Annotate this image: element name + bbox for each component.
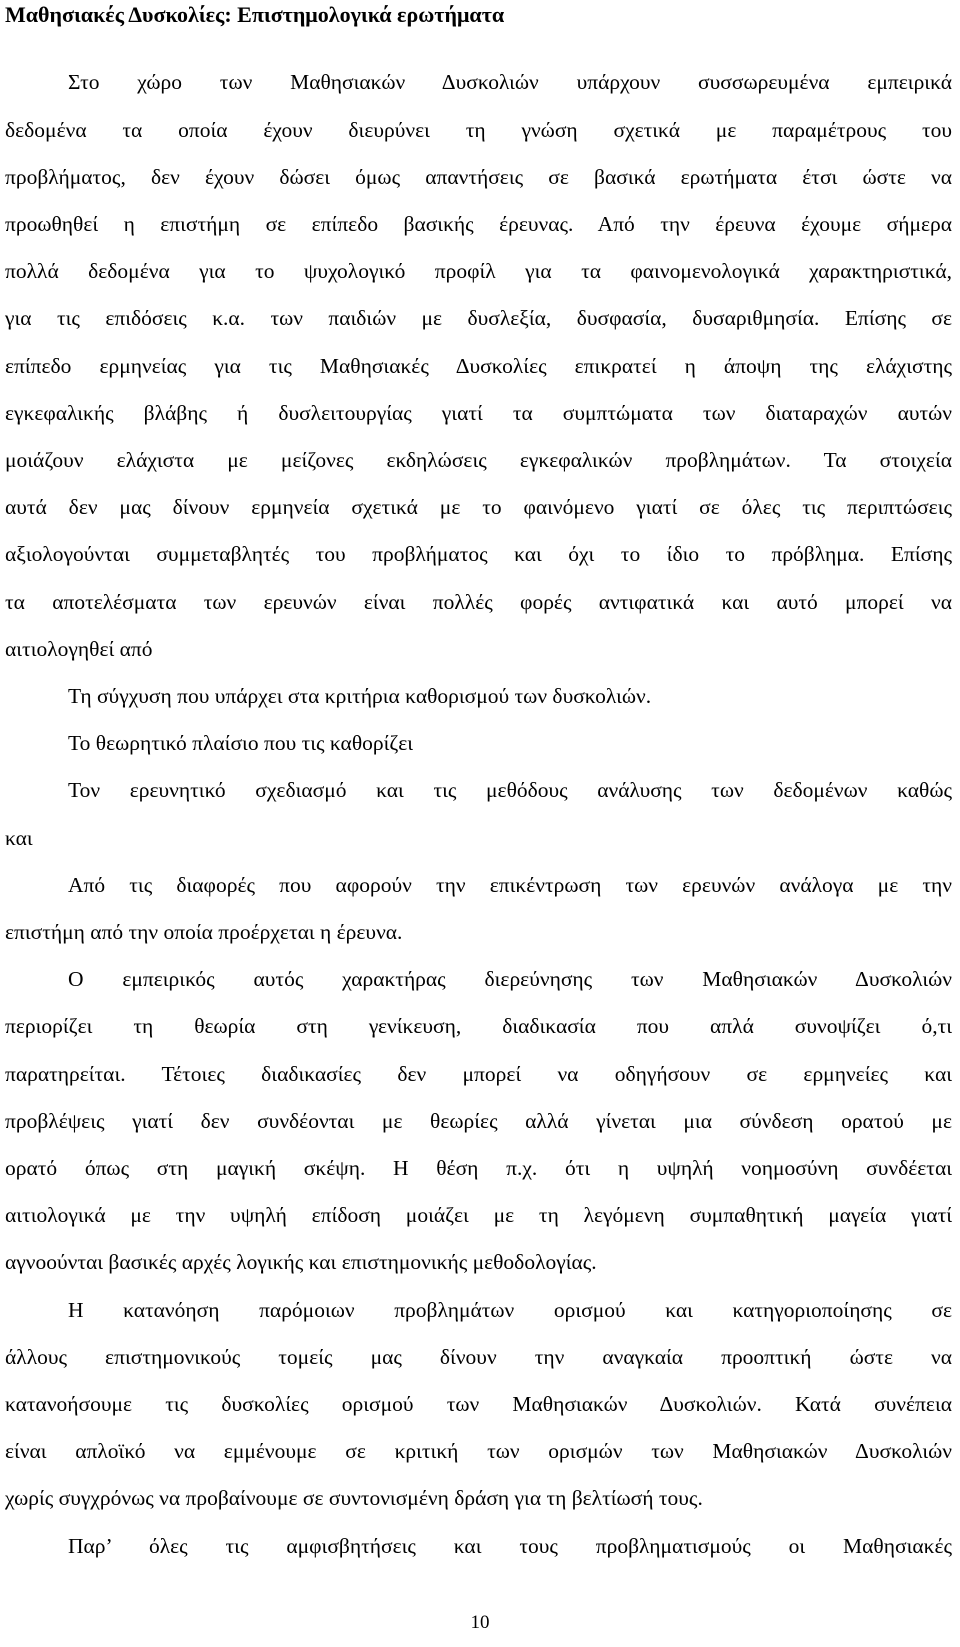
text-line: για τις επιδόσεις κ.α. των παιδιών με δυσλεξία, δυσφασία, δυσαριθμησία. Επίσης σε xyxy=(5,306,952,330)
text-line: προβλήματος, δεν έχουν δώσει όμως απαντήσεις σε βασικά ερωτήματα έτσι ώστε να xyxy=(5,165,952,189)
page-number: 10 xyxy=(470,1612,490,1633)
text-line: δεδομένα τα οποία έχουν διευρύνει τη γνώση σχετικά με παραμέτρους του xyxy=(5,118,952,142)
text-line: επίπεδο ερμηνείας για τις Μαθησιακές Δυσκολίες επικρατεί η άποψη της ελάχιστης xyxy=(5,354,952,378)
list-item: Από τις διαφορές που αφορούν την επικέντρωση των ερευνών ανάλογα με την xyxy=(68,873,952,897)
text-line: αγνοούνται βασικές αρχές λογικής και επιστημονικής μεθοδολογίας. xyxy=(5,1250,597,1274)
text-line: ορατό όπως στη μαγική σκέψη. Η θέση π.χ. ότι η υψηλή νοημοσύνη συνδέεται xyxy=(5,1156,952,1180)
text-line: αιτιολογικά με την υψηλή επίδοση μοιάζει με τη λεγόμενη συμπαθητική μαγεία γιατί xyxy=(5,1203,952,1227)
text-line: προωθηθεί η επιστήμη σε επίπεδο βασικής έρευνας. Από την έρευνα έχουμε σήμερα xyxy=(5,212,952,236)
text-line: χωρίς συγχρόνως να προβαίνουμε σε συντονισμένη δράση για τη βελτίωσή τους. xyxy=(5,1486,703,1510)
text-line: αυτά δεν μας δίνουν ερμηνεία σχετικά με το φαινόμενο γιατί σε όλες τις περιπτώσεις xyxy=(5,495,952,519)
list-item: Τον ερευνητικό σχεδιασμό και τις μεθόδους ανάλυσης των δεδομένων καθώς xyxy=(68,778,952,802)
text-line: μοιάζουν ελάχιστα με μείζονες εκδηλώσεις εγκεφαλικών προβλημάτων. Τα στοιχεία xyxy=(5,448,952,472)
text-line: Στο χώρο των Μαθησιακών Δυσκολιών υπάρχουν συσσωρευμένα εμπειρικά xyxy=(68,70,952,94)
text-line: επιστήμη από την οποία προέρχεται η έρευνα. xyxy=(5,920,403,944)
text-line: τα αποτελέσματα των ερευνών είναι πολλές φορές αντιφατικά και αυτό μπορεί να xyxy=(5,590,952,614)
text-line: προβλέψεις γιατί δεν συνδέονται με θεωρίες αλλά γίνεται μια σύνδεση ορατού με xyxy=(5,1109,952,1133)
text-line: άλλους επιστημονικούς τομείς μας δίνουν την αναγκαία προοπτική ώστε να xyxy=(5,1345,952,1369)
list-item: Τη σύγχυση που υπάρχει στα κριτήρια καθορισμού των δυσκολιών. xyxy=(68,684,652,708)
text-line: Ο εμπειρικός αυτός χαρακτήρας διερεύνησης των Μαθησιακών Δυσκολιών xyxy=(68,967,952,991)
text-line: πολλά δεδομένα για το ψυχολογικό προφίλ για τα φαινομενολογικά χαρακτηριστικά, xyxy=(5,259,952,283)
text-line: παρατηρείται. Τέτοιες διαδικασίες δεν μπορεί να οδηγήσουν σε ερμηνείες και xyxy=(5,1062,952,1086)
text-line: εγκεφαλικής βλάβης ή δυσλειτουργίας γιατί τα συμπτώματα των διαταραχών αυτών xyxy=(5,401,952,425)
text-line: κατανοήσουμε τις δυσκολίες ορισμού των Μαθησιακών Δυσκολιών. Κατά συνέπεια xyxy=(5,1392,952,1416)
list-item: Το θεωρητικό πλαίσιο που τις καθορίζει xyxy=(68,731,414,755)
section-title: Μαθησιακές Δυσκολίες: Επιστημολογικά ερωτήματα xyxy=(5,2,505,27)
text-line: είναι απλοϊκό να εμμένουμε σε κριτική των ορισμών των Μαθησιακών Δυσκολιών xyxy=(5,1439,952,1463)
text-line: Η κατανόηση παρόμοιων προβλημάτων ορισμού και κατηγοριοποίησης σε xyxy=(68,1298,952,1322)
text-line: Παρ’ όλες τις αμφισβητήσεις και τους προβληματισμούς οι Μαθησιακές xyxy=(68,1534,952,1558)
text-line: αξιολογούνται συμμεταβλητές του προβλήματος και όχι το ίδιο το πρόβλημα. Επίσης xyxy=(5,542,952,566)
text-line: και xyxy=(5,826,33,850)
text-line: περιορίζει τη θεωρία στη γενίκευση, διαδικασία που απλά συνοψίζει ό,τι xyxy=(5,1014,952,1038)
text-line: αιτιολογηθεί από xyxy=(5,637,153,661)
